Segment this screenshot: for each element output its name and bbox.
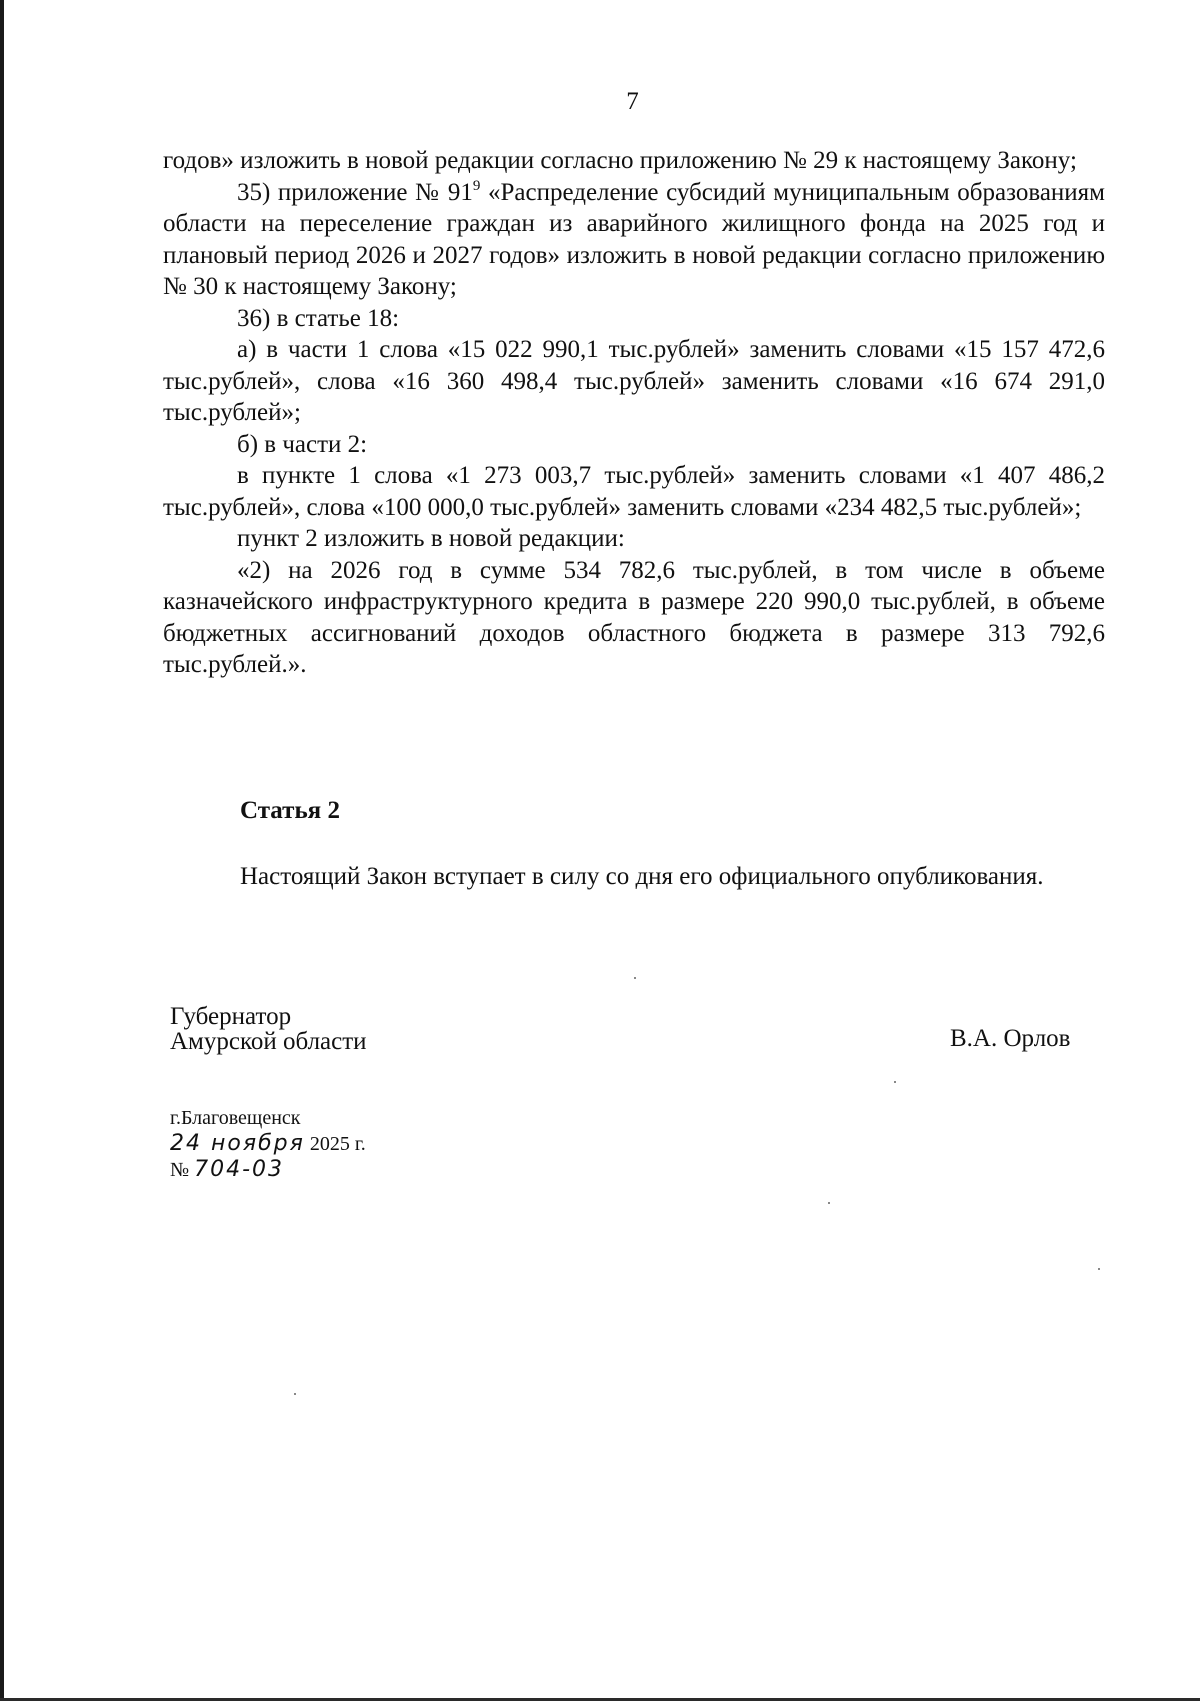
paragraph-36-b: б) в части 2: xyxy=(237,430,368,458)
article-2-heading: Статья 2 xyxy=(240,797,340,824)
scan-speck xyxy=(1098,1268,1100,1270)
scan-speck xyxy=(894,1081,896,1083)
paragraph-35-start: 35) приложение № 91 xyxy=(237,178,473,206)
paragraph-36-b-point-2-intro: пункт 2 изложить в новой редакции: xyxy=(237,525,625,552)
signature-position-line-1: Губернатор xyxy=(170,1003,292,1030)
paragraph-34-end: годов» изложить в новой редакции согласно приложению № 29 к настоящему Закону; xyxy=(163,147,1077,174)
scan-speck xyxy=(828,1202,830,1204)
year: 2025 г. xyxy=(309,1133,366,1155)
article-2-text xyxy=(168,861,1105,893)
signature-position-line-2: Амурской области xyxy=(170,1028,367,1055)
scan-speck xyxy=(294,1393,296,1395)
number-label: № xyxy=(170,1159,190,1181)
date-line xyxy=(170,1131,366,1157)
paragraph-35 xyxy=(163,177,1105,303)
superscript: 9 xyxy=(472,177,481,194)
signatory-name: В.А. Орлов xyxy=(950,1025,1071,1052)
number-line xyxy=(170,1157,366,1183)
handwritten-date: 24 ноября xyxy=(170,1131,305,1156)
paragraph-35-rest: «Распределение субсидий муниципальным образованиям области на переселение граждан из аварийного жилищного фонда на 2025 год и плановый период 2026 и 2027 годов» изложить в новой редакции согласно приложению № 30 к настоящему Закону; xyxy=(163,178,1105,300)
article-2-paragraph: Настоящий Закон вступает в силу со дня его официального опубликования. xyxy=(240,863,1044,890)
amendments-text xyxy=(163,145,1105,681)
place-date-block xyxy=(170,1105,366,1183)
paragraph-36-b-point-2-text: «2) на 2026 год в сумме 534 782,6 тыс.рублей, в том числе в объеме казначейского инфраструктурного кредита в размере 220 990,0 тыс.рублей, в объеме бюджетных ассигнований доходов областного бюджета в размере 313 792,6 тыс.рублей.». xyxy=(163,556,1105,678)
scan-border-left xyxy=(0,0,4,1701)
page-number: 7 xyxy=(626,88,639,115)
scan-speck xyxy=(634,977,636,979)
paragraph-36-b-point-1: в пункте 1 слова «1 273 003,7 тыс.рублей» заменить словами «1 407 486,2 тыс.рублей», слова «100 000,0 тыс.рублей» заменить словами «234 482,5 тыс.рублей»; xyxy=(163,462,1105,521)
handwritten-number: 704-03 xyxy=(194,1157,285,1182)
paragraph-36-a: а) в части 1 слова «15 022 990,1 тыс.рублей» заменить словами «15 157 472,6 тыс.рублей», слова «16 360 498,4 тыс.рублей» заменить словами «16 674 291,0 тыс.рублей»; xyxy=(163,336,1105,426)
signature-position xyxy=(170,1004,367,1054)
paragraph-36: 36) в статье 18: xyxy=(237,304,400,332)
city: г.Благовещенск xyxy=(170,1107,301,1129)
